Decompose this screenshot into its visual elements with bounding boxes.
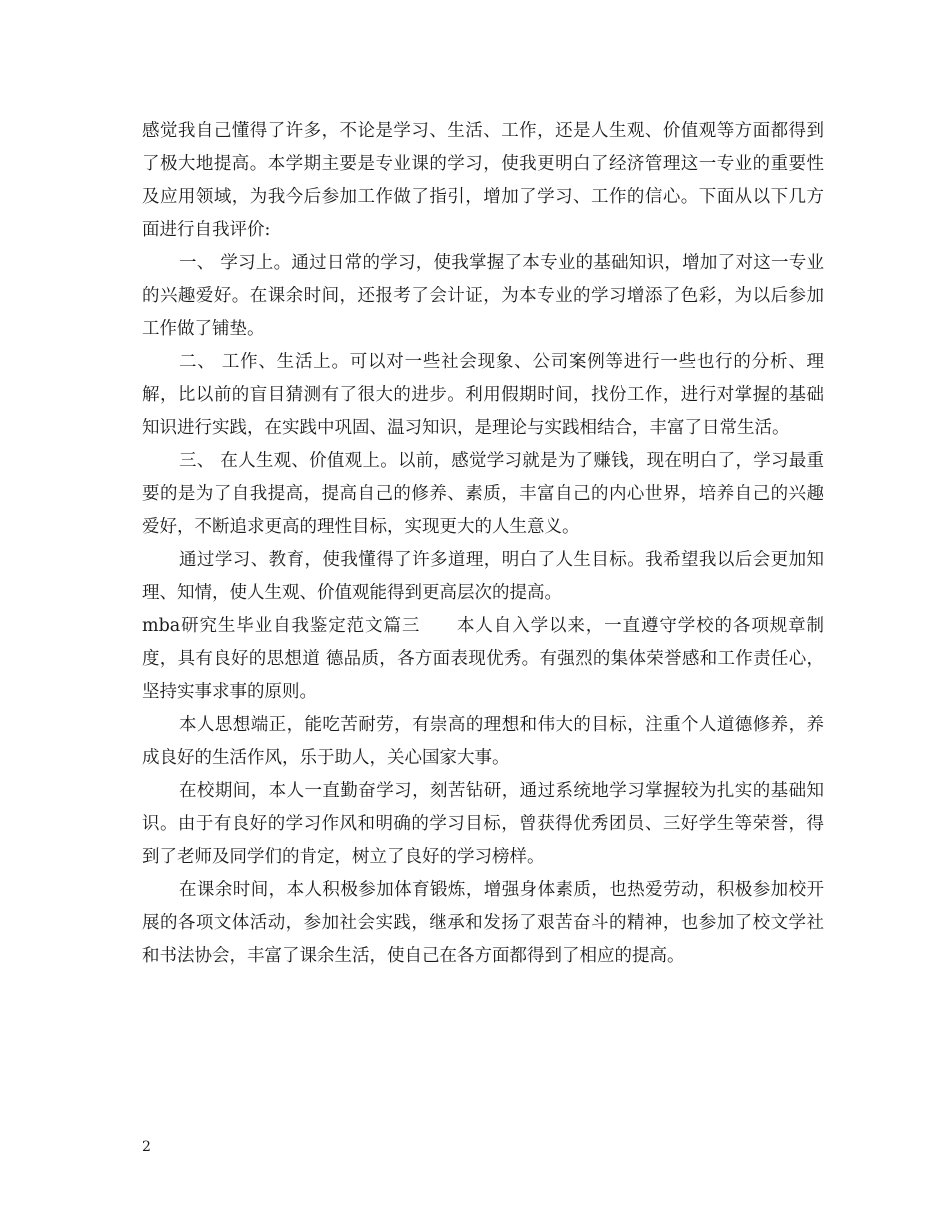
paragraph-worldview: 三、 在人生观、价值观上。以前，感觉学习就是为了赚钱，现在明白了，学习最重要的是为了自我提高，提高自己的修养、素质，丰富自己的内心世界，培养自己的兴趣爱好，不断追求更高的理性目标，实现更大的人生意义。 — [142, 451, 824, 537]
document-body — [142, 115, 824, 973]
paragraph-continuation: 感觉我自己懂得了许多，不论是学习、生活、工作，还是人生观、价值观等方面都得到了极大地提高。本学期主要是专业课的学习，使我更明白了经济管理这一专业的重要性及应用领域，为我今后参加工作做了指引，增加了学习、工作的信心。下面从以下几方面进行自我评价: — [142, 121, 824, 240]
page-number: 2 — [142, 1139, 151, 1155]
paragraph-work-life: 二、 工作、生活上。可以对一些社会现象、公司案例等进行一些也行的分析、理解，比以前的盲目猜测有了很大的进步。利用假期时间，找份工作，进行对掌握的基础知识进行实践，在实践中巩固、温习知识，是理论与实践相结合，丰富了日常生活。 — [142, 352, 824, 438]
paragraph-summary: 通过学习、教育，使我懂得了许多道理，明白了人生目标。我希望我以后会更加知理、知情，使人生观、价值观能得到更高层次的提高。 — [142, 550, 824, 603]
paragraph-extracurricular: 在课余时间，本人积极参加体育锻炼，增强身体素质，也热爱劳动，积极参加校开展的各项文体活动，参加社会实践，继承和发扬了艰苦奋斗的精神，也参加了校文学社和书法协会，丰富了课余生活，使自己在各方面都得到了相应的提高。 — [142, 880, 824, 966]
paragraph-character: 本人思想端正，能吃苦耐劳，有崇高的理想和伟大的目标，注重个人道德修养，养成良好的生活作风，乐于助人，关心国家大事。 — [142, 715, 824, 768]
paragraph-academics: 在校期间，本人一直勤奋学习，刻苦钻研，通过系统地学习掌握较为扎实的基础知识。由于有良好的学习作风和明确的学习目标，曾获得优秀团员、三好学生等荣誉，得到了老师及同学们的肯定，树立了良好的学习榜样。 — [142, 781, 824, 867]
paragraph-study: 一、 学习上。通过日常的学习，使我掌握了本专业的基础知识，增加了对这一专业的兴趣爱好。在课余时间，还报考了会计证，为本专业的学习增添了色彩，为以后参加工作做了铺垫。 — [142, 253, 824, 339]
paragraph-section-three: mba研究生毕业自我鉴定范文篇三 本人自入学以来，一直遵守学校的各项规章制度，具有良好的思想道 德品质，各方面表现优秀。有强烈的集体荣誉感和工作责任心，坚持实事求事的原则。 — [142, 616, 824, 702]
